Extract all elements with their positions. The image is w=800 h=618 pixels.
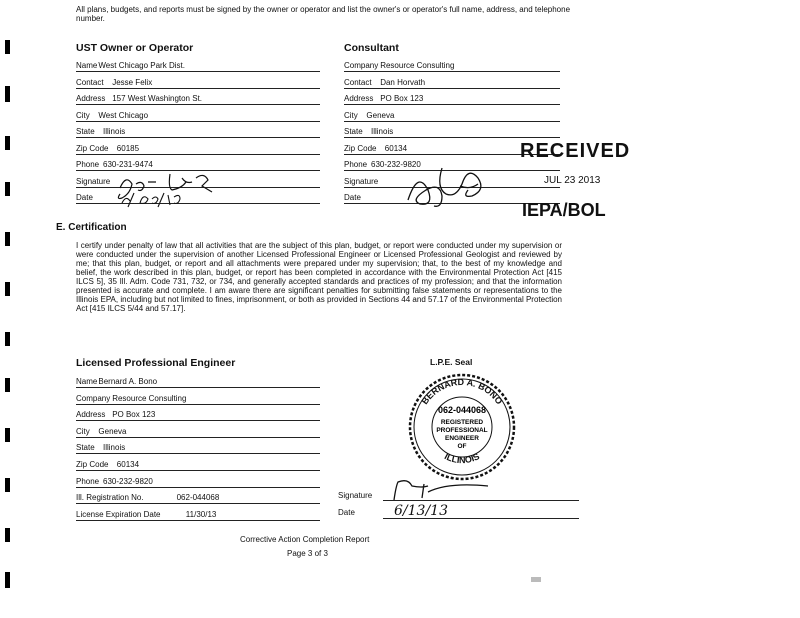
consultant-line-3 (344, 121, 560, 122)
engineer-line-1 (76, 404, 320, 405)
owner-line-2 (76, 104, 320, 105)
received-stamp-agency: IEPA/BOL (522, 200, 606, 220)
owner-line-3 (76, 121, 320, 122)
consultant-value-4: Illinois (371, 127, 394, 136)
seal-line-3: ENGINEER (445, 435, 479, 442)
consultant-value-1: Dan Horvath (380, 77, 426, 87)
owner-label-5: Zip Code (76, 143, 109, 153)
owner-value-1: Jesse Felix (112, 77, 153, 87)
consultant-label-4: State (344, 127, 363, 136)
owner-line-1 (76, 88, 320, 89)
received-stamp-date: JUL 23 2013 (544, 175, 601, 186)
engineer-line-6 (76, 487, 320, 488)
engineer-value-2: PO Box 123 (112, 410, 156, 420)
engineer-value-7: 062-044068 (176, 493, 220, 503)
owner-line-4 (76, 137, 320, 138)
consultant-value-2: PO Box 123 (380, 94, 424, 103)
consultant-line-1 (344, 88, 560, 89)
seal-line-4: OF (457, 443, 467, 450)
engineer-value-3: Geneva (98, 426, 127, 436)
consultant-label-7: Signature (344, 176, 379, 186)
owner-value-0: West Chicago Park Dist. (98, 61, 185, 70)
engineer-signature-label: Signature (338, 491, 373, 500)
consultant-value-0: Resource Consulting (380, 61, 455, 70)
engineer-label-7: Ill. Registration No. (76, 493, 144, 503)
engineer-heading: Licensed Professional Engineer (76, 357, 236, 369)
owner-heading: UST Owner or Operator (76, 42, 194, 54)
owner-label-0: Name (76, 61, 98, 70)
engineer-value-5: 60134 (116, 460, 140, 469)
consultant-label-3: City (344, 110, 358, 120)
seal-arc-bottom-text: ILLINOIS (442, 451, 482, 466)
engineer-line-0 (76, 387, 320, 388)
owner-line-5 (76, 154, 320, 155)
consultant-line-4 (344, 137, 560, 138)
engineer-date-handwriting: 6/13/13 (394, 503, 448, 519)
owner-date-handwriting (116, 189, 196, 209)
consultant-label-0: Company (344, 61, 379, 70)
consultant-label-6: Phone (344, 160, 368, 169)
engineer-label-1: Company (76, 393, 111, 403)
engineer-label-0: Name (76, 377, 98, 386)
intro-text: All plans, budgets, and reports must be signed by the owner or operator and list the owner's or operator's full name, address, and telephone number. (76, 5, 571, 23)
engineer-label-8: License Expiration Date (76, 509, 161, 519)
scan-artifact (531, 577, 541, 582)
svg-text:ILLINOIS (443, 451, 481, 465)
engineer-line-2 (76, 420, 320, 421)
engineer-label-5: Zip Code (76, 460, 109, 469)
owner-label-8: Date (76, 193, 93, 202)
engineer-value-4: Illinois (103, 443, 126, 453)
owner-label-6: Phone (76, 160, 100, 169)
seal-arc-top-text: BERNARD A. BONO (419, 376, 505, 407)
engineer-date-label: Date (338, 508, 355, 517)
consultant-label-1: Contact (344, 77, 372, 87)
owner-label-3: City (76, 110, 90, 120)
consultant-line-0 (344, 71, 560, 72)
engineer-value-6: 630-232-9820 (103, 476, 153, 486)
consultant-line-2 (344, 104, 560, 105)
owner-value-5: 60185 (116, 143, 140, 153)
consultant-signature (398, 160, 498, 216)
seal-title: L.P.E. Seal (430, 357, 473, 367)
engineer-label-3: City (76, 426, 90, 436)
seal-line-1: REGISTERED (440, 419, 484, 426)
owner-label-4: State (76, 127, 95, 136)
owner-label-2: Address (76, 94, 106, 103)
engineer-value-1: Resource Consulting (112, 393, 187, 403)
engineer-label-6: Phone (76, 476, 100, 486)
owner-label-7: Signature (76, 176, 111, 186)
seal-number: 062-044068 (437, 405, 487, 415)
svg-text:BERNARD A. BONO (420, 377, 505, 406)
owner-line-0 (76, 71, 320, 72)
engineer-label-2: Address (76, 410, 106, 420)
consultant-value-8 (366, 193, 393, 202)
certification-heading: E. Certification (56, 222, 127, 233)
engineer-value-8: 11/30/13 (185, 509, 217, 519)
certification-text: I certify under penalty of law that all activities that are the subject of this plan, budget, or report were conducted under my supervision or were conducted under the supervision of another Licensed Professional Engineer or Licensed Professional Geologist and reviewed by me; that this plan, budget, or report and all attachments were prepared under my supervision; that, to the best of my knowledge and belief, the work described in this plan, budget, or report has been completed in accordance with the Environmental Protection Act [415 ILCS 5], 35 Ill. Adm. Code 731, 732, or 734, and generally accepted standards and practices of my profession; and that the information presented is accurate and complete. I am aware there are significant penalties for submitting false statements or representations to the Illinois EPA, including but not limited to fines, imprisonment, or both as provided in Sections 44 and 57.17 of the Environmental Protection Act [415 ILCS 5/44 and 57.17]. (76, 241, 562, 313)
consultant-label-8: Date (344, 193, 361, 202)
consultant-value-5: 60134 (384, 143, 408, 153)
footer-page-number: Page 3 of 3 (287, 549, 328, 558)
engineer-line-3 (76, 437, 320, 438)
owner-value-2: 157 West Washington St. (112, 94, 203, 103)
engineer-label-4: State (76, 443, 95, 453)
footer-report-name: Corrective Action Completion Report (240, 535, 370, 544)
engineer-line-8 (76, 520, 320, 521)
engineer-line-4 (76, 453, 320, 454)
engineer-value-0: Bernard A. Bono (98, 377, 158, 386)
consultant-value-3: Geneva (366, 110, 395, 120)
owner-value-3: West Chicago (98, 110, 149, 120)
consultant-label-5: Zip Code (344, 143, 377, 153)
received-stamp-title: RECEIVED (520, 140, 631, 162)
consultant-label-2: Address (344, 94, 374, 103)
consultant-value-6: 630-232-9820 (371, 160, 421, 169)
owner-value-4: Illinois (103, 127, 126, 136)
owner-label-1: Contact (76, 77, 104, 87)
lpe-seal (398, 369, 526, 481)
engineer-line-5 (76, 470, 320, 471)
engineer-line-7 (76, 503, 320, 504)
owner-value-6: 630-231-9474 (103, 160, 153, 169)
seal-line-2: PROFESSIONAL (436, 427, 488, 434)
consultant-heading: Consultant (344, 42, 399, 54)
